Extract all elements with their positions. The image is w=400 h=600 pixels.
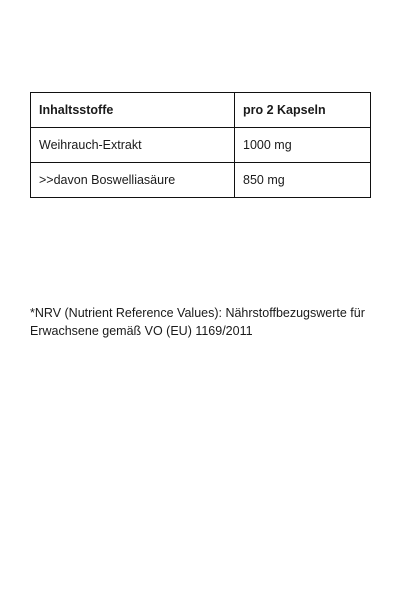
ingredient-amount: 850 mg xyxy=(235,163,371,198)
header-per-2-capsules: pro 2 Kapseln xyxy=(235,93,371,128)
table-row xyxy=(31,163,371,198)
ingredient-name: Weihrauch-Extrakt xyxy=(31,128,235,163)
footnote-line-1: *NRV (Nutrient Reference Values): Nährstoffbezugswerte für xyxy=(30,306,365,320)
header-ingredients: Inhaltsstoffe xyxy=(31,93,235,128)
footnote-line-2: Erwachsene gemäß VO (EU) 1169/2011 xyxy=(30,324,253,338)
table-row xyxy=(31,128,371,163)
ingredient-amount: 1000 mg xyxy=(235,128,371,163)
ingredient-name: >>davon Boswelliasäure xyxy=(31,163,235,198)
nrv-footnote xyxy=(30,304,375,340)
nutrient-table xyxy=(30,92,371,198)
table-header-row xyxy=(31,93,371,128)
